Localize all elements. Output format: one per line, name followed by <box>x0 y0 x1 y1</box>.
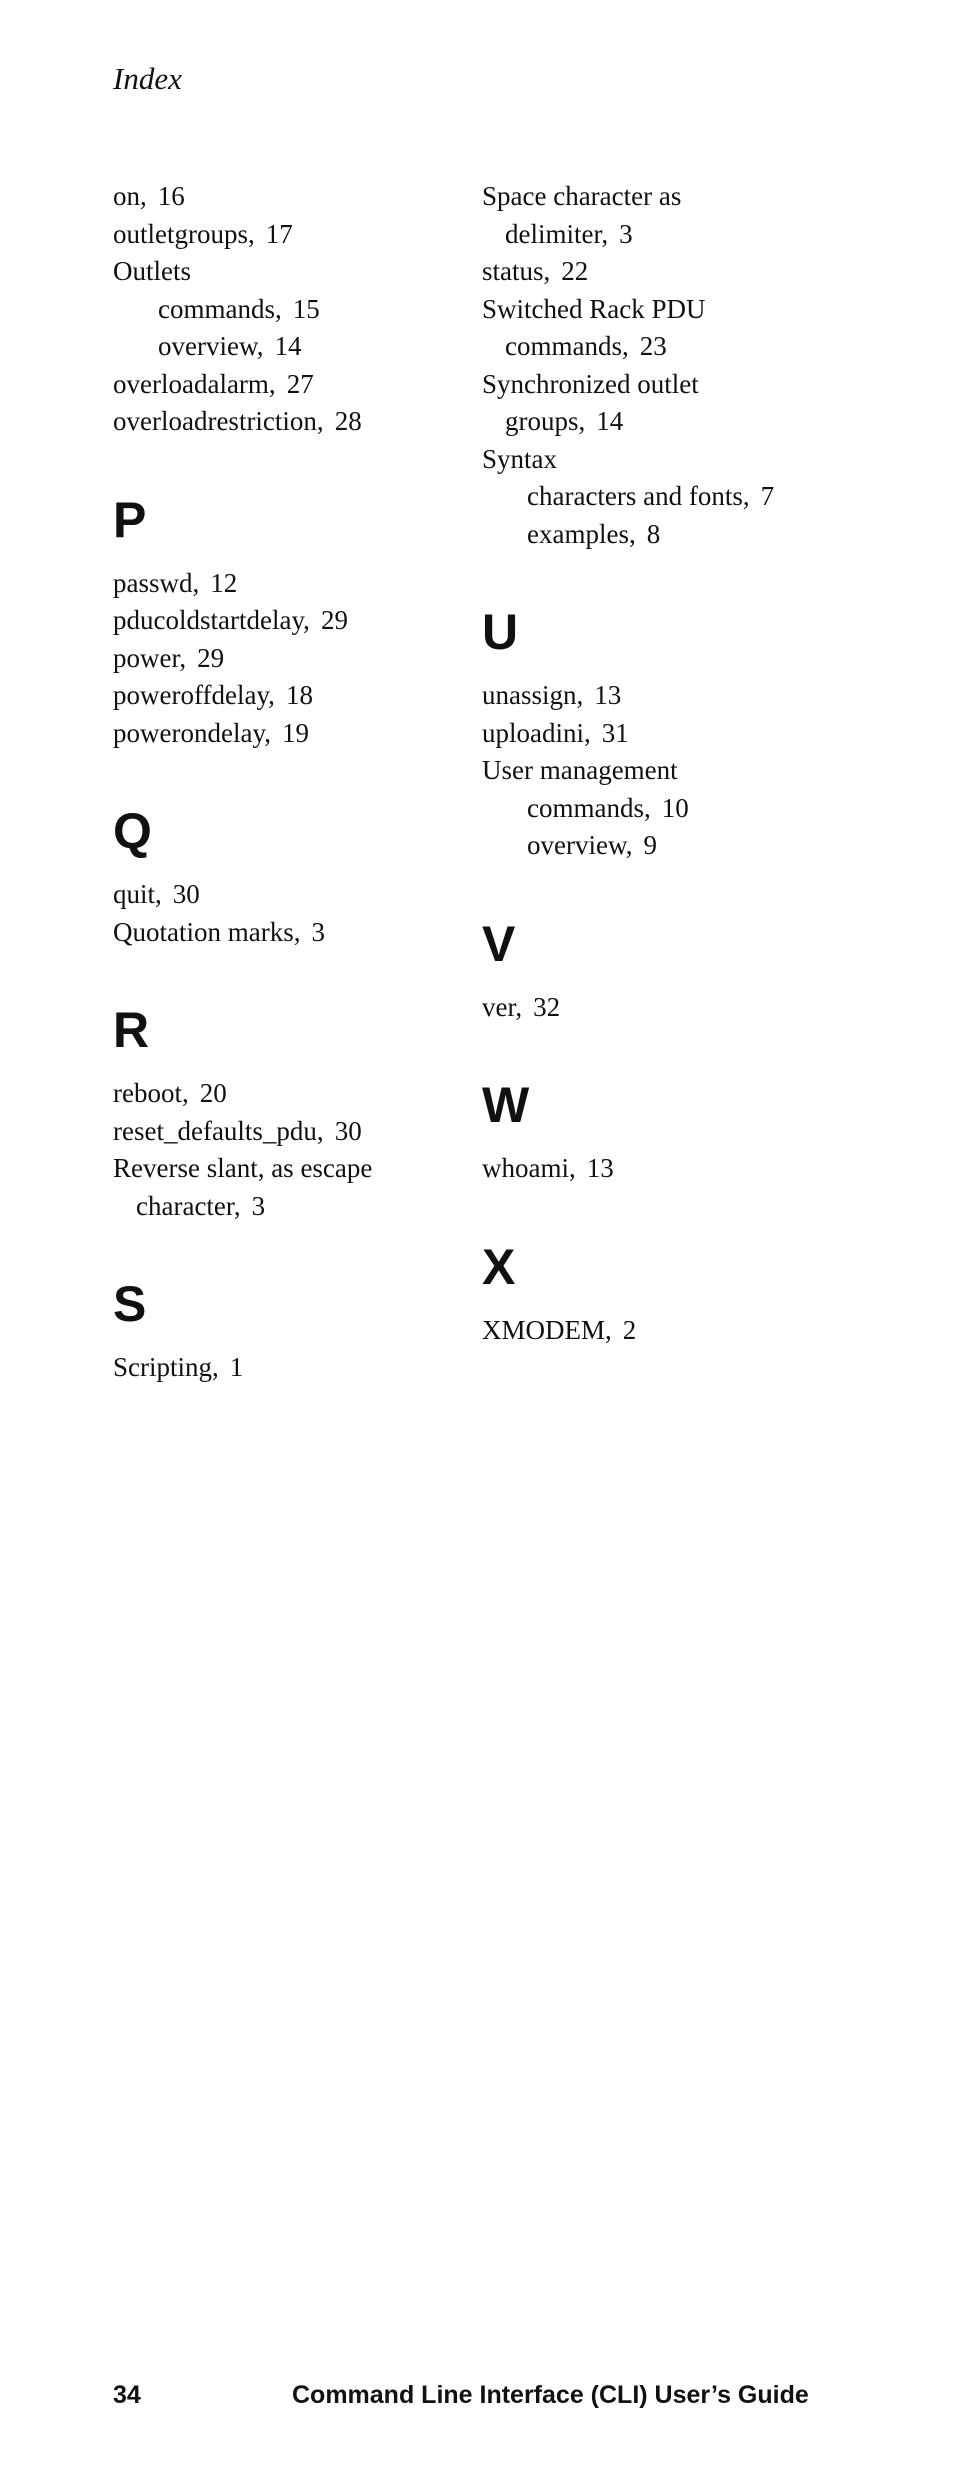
entry-page: 22 <box>561 256 589 286</box>
index-subentry <box>113 291 483 329</box>
entry-term: Outlets <box>113 256 191 286</box>
index-entry <box>482 253 902 291</box>
index-section-x <box>482 1238 902 1350</box>
entry-term: overview, <box>527 830 633 860</box>
entry-term: groups, <box>505 406 586 436</box>
entry-page: 29 <box>320 605 348 635</box>
entry-term: commands, <box>158 293 282 324</box>
entry-term: outletgroups, <box>113 218 255 249</box>
entry-term: powerondelay, <box>113 717 271 748</box>
index-entry <box>113 715 483 753</box>
entry-page: 14 <box>274 331 302 361</box>
index-entry <box>482 366 902 404</box>
entry-page: 18 <box>285 680 313 710</box>
index-entry <box>482 1150 902 1188</box>
entry-term: poweroffdelay, <box>113 680 275 710</box>
entry-page: 13 <box>594 680 622 710</box>
index-entry <box>113 403 483 441</box>
index-entry <box>482 441 902 479</box>
entry-page: 1 <box>229 1352 244 1382</box>
index-entry <box>482 715 902 753</box>
entry-term: delimiter, <box>505 218 609 249</box>
entry-page: 7 <box>760 481 775 511</box>
entry-page: 3 <box>251 1190 266 1221</box>
index-subentry <box>113 328 483 366</box>
entry-page: 2 <box>622 1314 637 1345</box>
index-section-s <box>113 1276 483 1387</box>
footer-document-title: Command Line Interface (CLI) User’s Guide <box>292 2381 809 2409</box>
index-entry <box>113 677 483 715</box>
index-section-p <box>113 491 483 753</box>
entry-term: whoami, <box>482 1153 576 1183</box>
entry-term: reset_defaults_pdu, <box>113 1115 324 1146</box>
entry-page: 30 <box>172 879 200 909</box>
entry-term: commands, <box>505 331 629 361</box>
entry-term: character, <box>136 1190 241 1221</box>
entry-term: overloadrestriction, <box>113 406 324 436</box>
footer-page-number: 34 <box>113 2381 141 2409</box>
entry-page: 16 <box>157 181 185 211</box>
entry-page: 27 <box>286 368 314 399</box>
index-entry <box>113 1349 483 1387</box>
index-subentry <box>482 790 902 828</box>
entry-page: 30 <box>334 1115 362 1146</box>
entry-term: status, <box>482 256 551 286</box>
section-letter-heading: R <box>113 1002 150 1058</box>
entry-page: 31 <box>601 717 629 748</box>
index-entry <box>482 291 902 329</box>
entry-page: 28 <box>334 406 362 436</box>
index-entry <box>113 565 483 603</box>
running-header: Index <box>113 61 182 96</box>
entry-page: 9 <box>643 830 657 860</box>
index-entry <box>482 989 902 1027</box>
entry-term: pducoldstartdelay, <box>113 605 310 635</box>
index-column-right <box>482 178 902 1403</box>
entry-term: Synchronized outlet <box>482 368 699 399</box>
entry-term: XMODEM, <box>482 1314 612 1345</box>
index-entry-continuation <box>482 328 902 366</box>
section-letter-heading: Q <box>113 803 152 859</box>
entry-term: Scripting, <box>113 1352 219 1382</box>
entry-page: 19 <box>281 717 309 748</box>
index-section-u <box>482 604 902 865</box>
entry-term: power, <box>113 642 187 673</box>
section-letter-heading: S <box>113 1276 147 1332</box>
index-subentry <box>482 827 902 865</box>
index-entry-continuation <box>113 1188 483 1226</box>
index-entry <box>113 216 483 254</box>
index-section-o-continued <box>113 178 483 441</box>
entry-page: 20 <box>199 1078 227 1108</box>
index-entry <box>482 178 902 216</box>
section-letter-heading: U <box>482 604 519 660</box>
entry-term: characters and fonts, <box>527 481 750 511</box>
index-entry-continuation <box>482 403 902 441</box>
entry-term: examples, <box>527 518 636 549</box>
index-section-s-continued <box>482 178 902 553</box>
section-letter-heading: X <box>482 1238 516 1295</box>
entry-page: 17 <box>265 218 293 249</box>
entry-page: 14 <box>596 406 624 436</box>
section-letter-heading: V <box>482 915 516 972</box>
index-section-w <box>482 1077 902 1188</box>
index-entry <box>113 914 483 952</box>
index-entry-continuation <box>482 216 902 254</box>
entry-page: 15 <box>292 293 320 324</box>
entry-term: Reverse slant, as escape <box>113 1153 373 1183</box>
index-entry <box>482 1312 902 1350</box>
entry-page: 13 <box>586 1153 614 1183</box>
index-entry <box>113 640 483 678</box>
index-entry <box>113 1075 483 1113</box>
index-entry <box>113 253 483 291</box>
entry-page: 3 <box>619 218 633 249</box>
section-letter-heading: P <box>113 491 147 548</box>
index-subentry <box>482 516 902 554</box>
entry-term: Space character as <box>482 181 682 211</box>
index-entry <box>482 677 902 715</box>
entry-term: overloadalarm, <box>113 368 276 399</box>
entry-page: 29 <box>197 642 225 673</box>
index-entry <box>113 876 483 914</box>
section-letter-heading: W <box>482 1077 530 1133</box>
entry-page: 23 <box>639 331 667 361</box>
entry-term: uploadini, <box>482 717 591 748</box>
entry-term: Syntax <box>482 443 558 474</box>
entry-term: overview, <box>158 331 264 361</box>
entry-page: 12 <box>210 567 238 598</box>
index-section-q <box>113 803 483 951</box>
index-section-v <box>482 915 902 1027</box>
entry-term: Switched Rack PDU <box>482 293 706 324</box>
entry-page: 8 <box>646 518 661 549</box>
entry-term: ver, <box>482 991 523 1022</box>
entry-term: commands, <box>527 792 651 823</box>
entry-page: 3 <box>311 916 325 947</box>
index-entry <box>113 366 483 404</box>
entry-term: quit, <box>113 879 162 909</box>
entry-term: reboot, <box>113 1078 189 1108</box>
entry-term: User management <box>482 755 678 785</box>
entry-term: Quotation marks, <box>113 916 301 947</box>
index-column-left <box>113 178 483 1441</box>
index-entry <box>113 178 483 216</box>
index-entry <box>113 1150 483 1188</box>
index-entry <box>113 1113 483 1151</box>
entry-term: on, <box>113 181 147 211</box>
entry-term: passwd, <box>113 567 200 598</box>
index-entry <box>482 752 902 790</box>
entry-page: 10 <box>661 792 689 823</box>
index-subentry <box>482 478 902 516</box>
index-section-r <box>113 1002 483 1225</box>
entry-page: 32 <box>533 991 561 1022</box>
entry-term: unassign, <box>482 680 584 710</box>
index-entry <box>113 602 483 640</box>
